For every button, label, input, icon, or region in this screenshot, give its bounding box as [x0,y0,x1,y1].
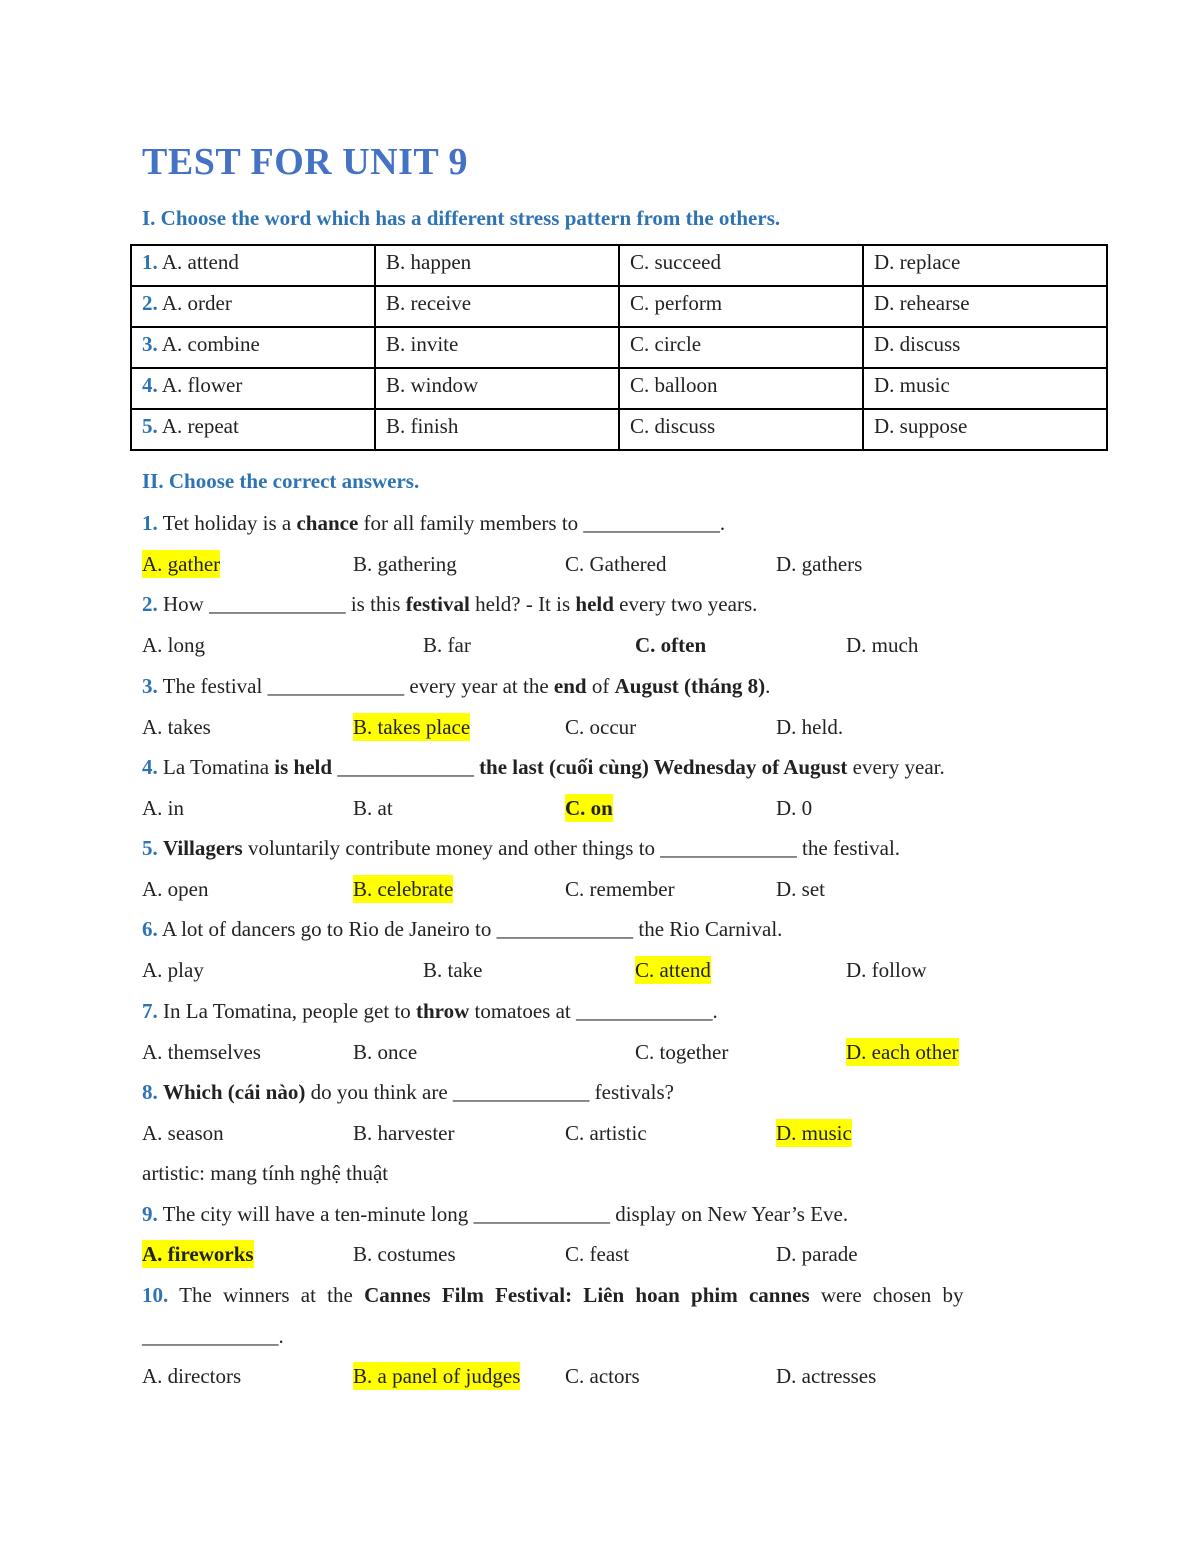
question-text: _____________ [332,755,480,779]
question-number: 1. [142,511,158,535]
q6-option-d: D. follow [846,958,927,982]
question-8 [142,1078,1060,1106]
question-number: 6. [142,917,158,941]
option-c: C. succeed [619,245,863,286]
q3-option-b: B. takes place [353,715,471,739]
option-b: B. receive [375,286,619,327]
q9-option-b: B. costumes [353,1242,456,1266]
question-text: held? - It is [469,592,576,616]
q6-option-c: C. attend [635,958,711,982]
question-number: 2. [142,291,158,315]
q2-option-d: D. much [846,633,919,657]
table-cell [131,327,375,368]
q8-option-a: A. season [142,1121,224,1145]
option-d: D. suppose [863,409,1107,450]
table-cell [131,409,375,450]
question-number: 7. [142,999,158,1023]
question-text: voluntarily contribute money and other things to _____________ the festival. [242,836,901,860]
question-keyword: Cannes Film Festival: Liên hoan phim cannes [364,1283,810,1307]
q6-option-a: A. play [142,958,204,982]
option-c: C. balloon [619,368,863,409]
q1-option-c: C. Gathered [565,552,667,576]
q10-option-c: C. actors [565,1364,640,1388]
question-text: of [586,674,615,698]
question-2 [142,590,1060,618]
q4-option-b: B. at [353,796,393,820]
question-keyword: chance [296,511,359,535]
question-keyword: held [575,592,614,616]
question-number: 10. [142,1283,169,1307]
table-row [131,286,1107,327]
question-keyword: end [553,674,587,698]
q1-option-a: A. gather [142,552,221,576]
option-b: B. invite [375,327,619,368]
table-row [131,327,1107,368]
option-c: C. perform [619,286,863,327]
option-c: C. discuss [619,409,863,450]
q8-option-c: C. artistic [565,1121,647,1145]
q9-option-c: C. feast [565,1242,630,1266]
q7-option-c: C. together [635,1040,729,1064]
q3-option-c: C. occur [565,715,637,739]
question-number: 9. [142,1202,158,1226]
q7-option-a: A. themselves [142,1040,261,1064]
question-text: La Tomatina [157,755,275,779]
q5-option-d: D. set [776,877,825,901]
table-cell [131,286,375,327]
question-number: 4. [142,373,158,397]
question-text: for all family members to _____________. [358,511,726,535]
option-d: D. replace [863,245,1107,286]
question-keyword: festival [405,592,470,616]
question-number: 8. [142,1080,158,1104]
question-number: 5. [142,414,158,438]
table-row [131,368,1107,409]
question-1 [142,509,1060,537]
section-2-heading: II. Choose the correct answers. [142,469,420,493]
option-b: B. finish [375,409,619,450]
question-keyword: Which (cái nào) [163,1080,306,1104]
option-a: A. flower [157,373,243,397]
q10-option-b: B. a panel of judges [353,1364,521,1388]
question-text: every two years. [613,592,758,616]
question-text: The winners at the [168,1283,365,1307]
q9-option-d: D. parade [776,1242,858,1266]
option-b: B. window [375,368,619,409]
table-cell [131,245,375,286]
question-number: 1. [142,250,158,274]
q5-option-a: A. open [142,877,209,901]
option-a: A. repeat [157,414,239,438]
q4-option-a: A. in [142,796,184,820]
q7-option-b: B. once [353,1040,418,1064]
q3-option-a: A. takes [142,715,211,739]
q5-option-b: B. celebrate [353,877,454,901]
q4-option-c: C. on [565,796,613,820]
q1-option-b: B. gathering [353,552,457,576]
option-a: A. combine [157,332,260,356]
question-9 [142,1200,1060,1228]
question-6 [142,915,1060,943]
question-number: 2. [142,592,158,616]
question-text: The festival _____________ every year at the [157,674,554,698]
q10-option-a: A. directors [142,1364,242,1388]
question-text: . [765,674,771,698]
question-number: 3. [142,674,158,698]
q3-option-d: D. held. [776,715,844,739]
question-text: In La Tomatina, people get to [157,999,416,1023]
q6-option-b: B. take [423,958,483,982]
stress-table [130,244,1108,451]
table-row [131,409,1107,450]
option-d: D. music [863,368,1107,409]
table-row [131,245,1107,286]
q2-option-b: B. far [423,633,471,657]
question-number: 3. [142,332,158,356]
question-text: The city will have a ten-minute long _____________ display on New Year’s Eve. [157,1202,849,1226]
option-c: C. circle [619,327,863,368]
q9-option-a: A. fireworks [142,1242,254,1266]
option-a: A. attend [157,250,239,274]
q5-option-c: C. remember [565,877,675,901]
question-10-continuation: _____________. [142,1324,284,1348]
q7-option-d: D. each other [846,1040,959,1064]
question-text: How _____________ is this [157,592,406,616]
q10-option-d: D. actresses [776,1364,877,1388]
section-1-heading: I. Choose the word which has a different stress pattern from the others. [142,206,781,230]
table-cell [131,368,375,409]
q1-option-d: D. gathers [776,552,863,576]
question-number: 4. [142,755,158,779]
option-d: D. rehearse [863,286,1107,327]
q8-option-b: B. harvester [353,1121,455,1145]
page-title: TEST FOR UNIT 9 [142,141,469,183]
question-keyword: the last (cuối cùng) Wednesday of August [479,755,848,779]
option-d: D. discuss [863,327,1107,368]
q2-option-c: C. often [635,633,707,657]
question-number: 5. [142,836,158,860]
question-3 [142,672,1060,700]
question-text: A lot of dancers go to Rio de Janeiro to _____________ the Rio Carnival. [157,917,783,941]
question-4 [142,753,1060,781]
q2-option-a: A. long [142,633,205,657]
question-7 [142,997,1060,1025]
question-text: Tet holiday is a [157,511,297,535]
option-b: B. happen [375,245,619,286]
question-5 [142,834,1060,862]
question-text: tomatoes at _____________. [469,999,718,1023]
question-keyword: is held [274,755,333,779]
option-a: A. order [157,291,232,315]
vocabulary-note: artistic: mang tính nghệ thuật [142,1161,389,1185]
question-10 [142,1281,1058,1309]
q4-option-d: D. 0 [776,796,813,820]
question-text: do you think are _____________ festivals? [305,1080,674,1104]
question-text: every year. [847,755,945,779]
question-keyword: throw [415,999,470,1023]
question-keyword: August (tháng 8) [614,674,766,698]
question-text: were chosen by [809,1283,964,1307]
q8-option-d: D. music [776,1121,852,1145]
question-keyword: Villagers [163,836,243,860]
